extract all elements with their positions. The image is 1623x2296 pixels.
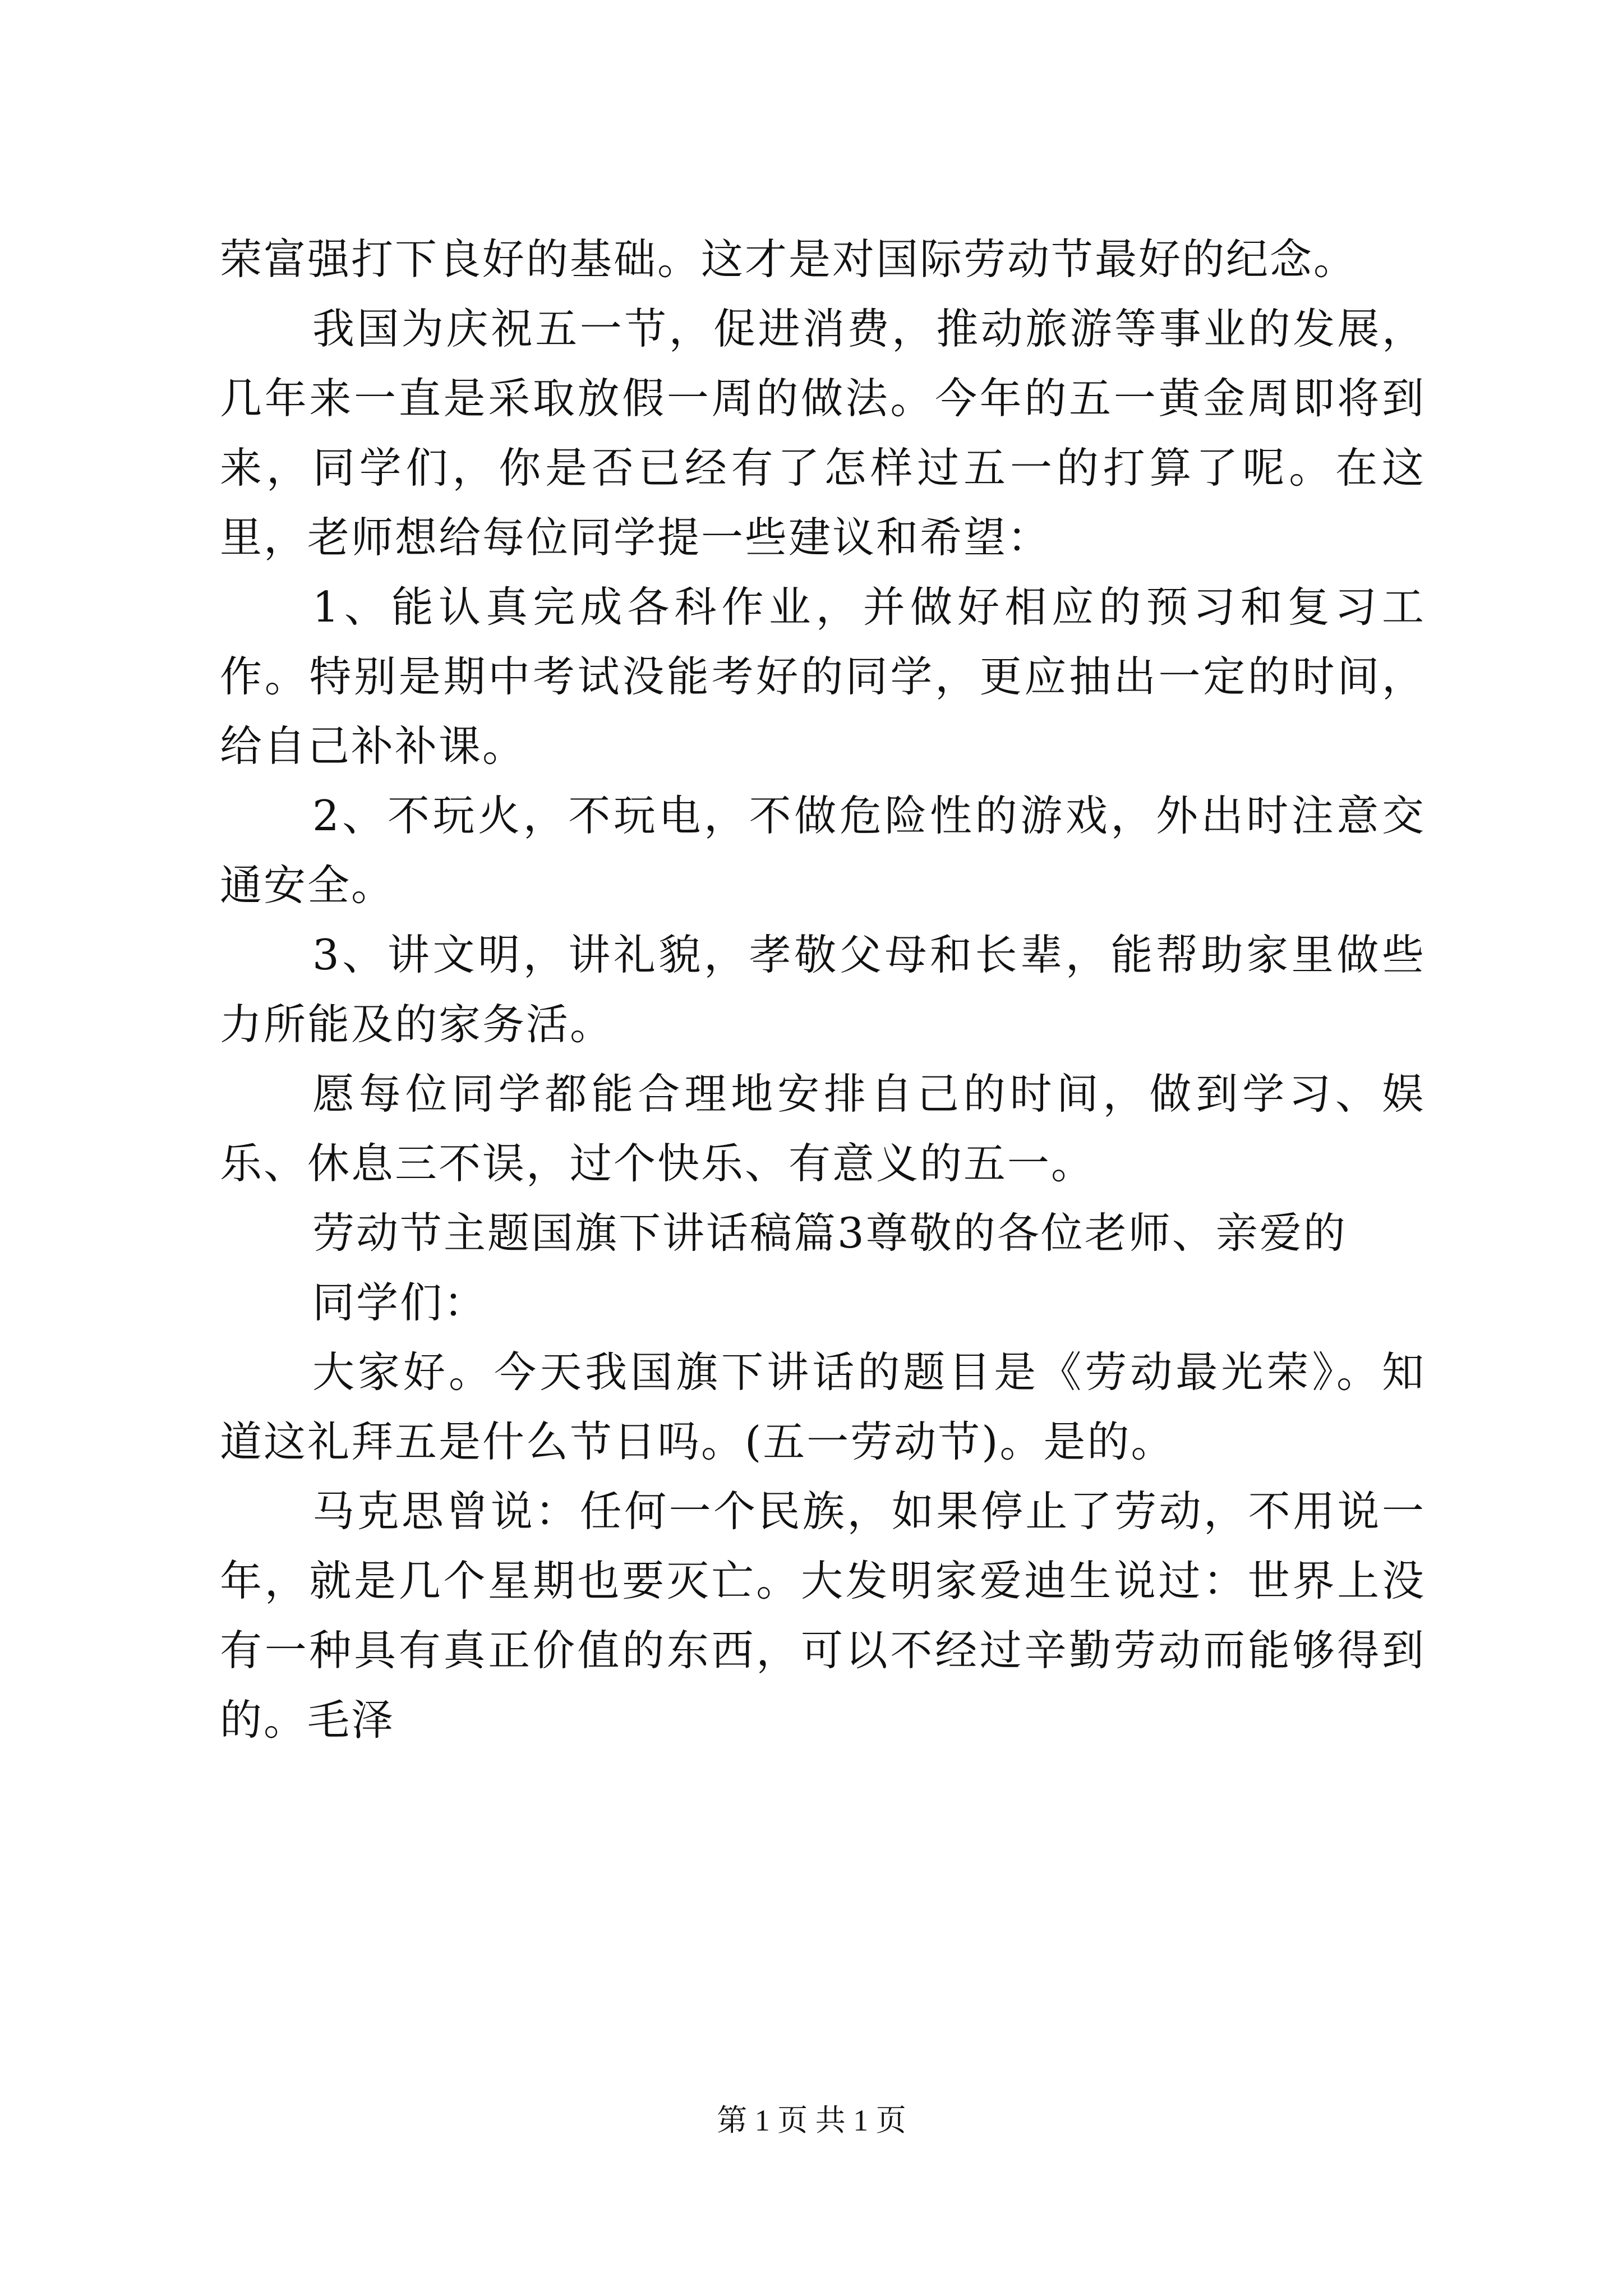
paragraph-7: 劳动节主题国旗下讲话稿篇3尊敬的各位老师、亲爱的: [312, 1208, 1347, 1258]
paragraph-2: 我国为庆祝五一节，促进消费，推动旅游等事业的发展，几年来一直是采取放假一周的做法。今年的五一黄金周即将到来，同学们，你是否已经有了怎样过五一的打算了呢。在这里，老师想给每位同学提一些建议和希望：: [220, 304, 1426, 562]
paragraph-9: 大家好。今天我国旗下讲话的题目是《劳动最光荣》。知道这礼拜五是什么节日吗。(五一劳动节)。是的。: [220, 1347, 1426, 1466]
paragraph-5: 3、讲文明，讲礼貌，孝敬父母和长辈，能帮助家里做些力所能及的家务活。: [220, 930, 1426, 1049]
paragraph-1: 荣富强打下良好的基础。这才是对国际劳动节最好的纪念。: [220, 234, 1358, 284]
paragraph-6: 愿每位同学都能合理地安排自己的时间，做到学习、娱乐、休息三不误，过个快乐、有意义的五一。: [220, 1069, 1426, 1188]
page-footer: 第 1 页 共 1 页: [717, 2104, 906, 2137]
paragraph-10: 马克思曾说：任何一个民族，如果停止了劳动，不用说一年，就是几个星期也要灭亡。大发明家爱迪生说过：世界上没有一种具有真正价值的东西，可以不经过辛勤劳动而能够得到的。毛泽: [220, 1487, 1426, 1745]
paragraph-8: 同学们：: [312, 1278, 488, 1327]
paragraph-3: 1、能认真完成各科作业，并做好相应的预习和复习工作。特别是期中考试没能考好的同学，更应抽出一定的时间，给自己补补课。: [220, 582, 1426, 771]
document-body: [220, 224, 1426, 1755]
paragraph-4: 2、不玩火，不玩电，不做危险性的游戏，外出时注意交通安全。: [220, 791, 1426, 910]
